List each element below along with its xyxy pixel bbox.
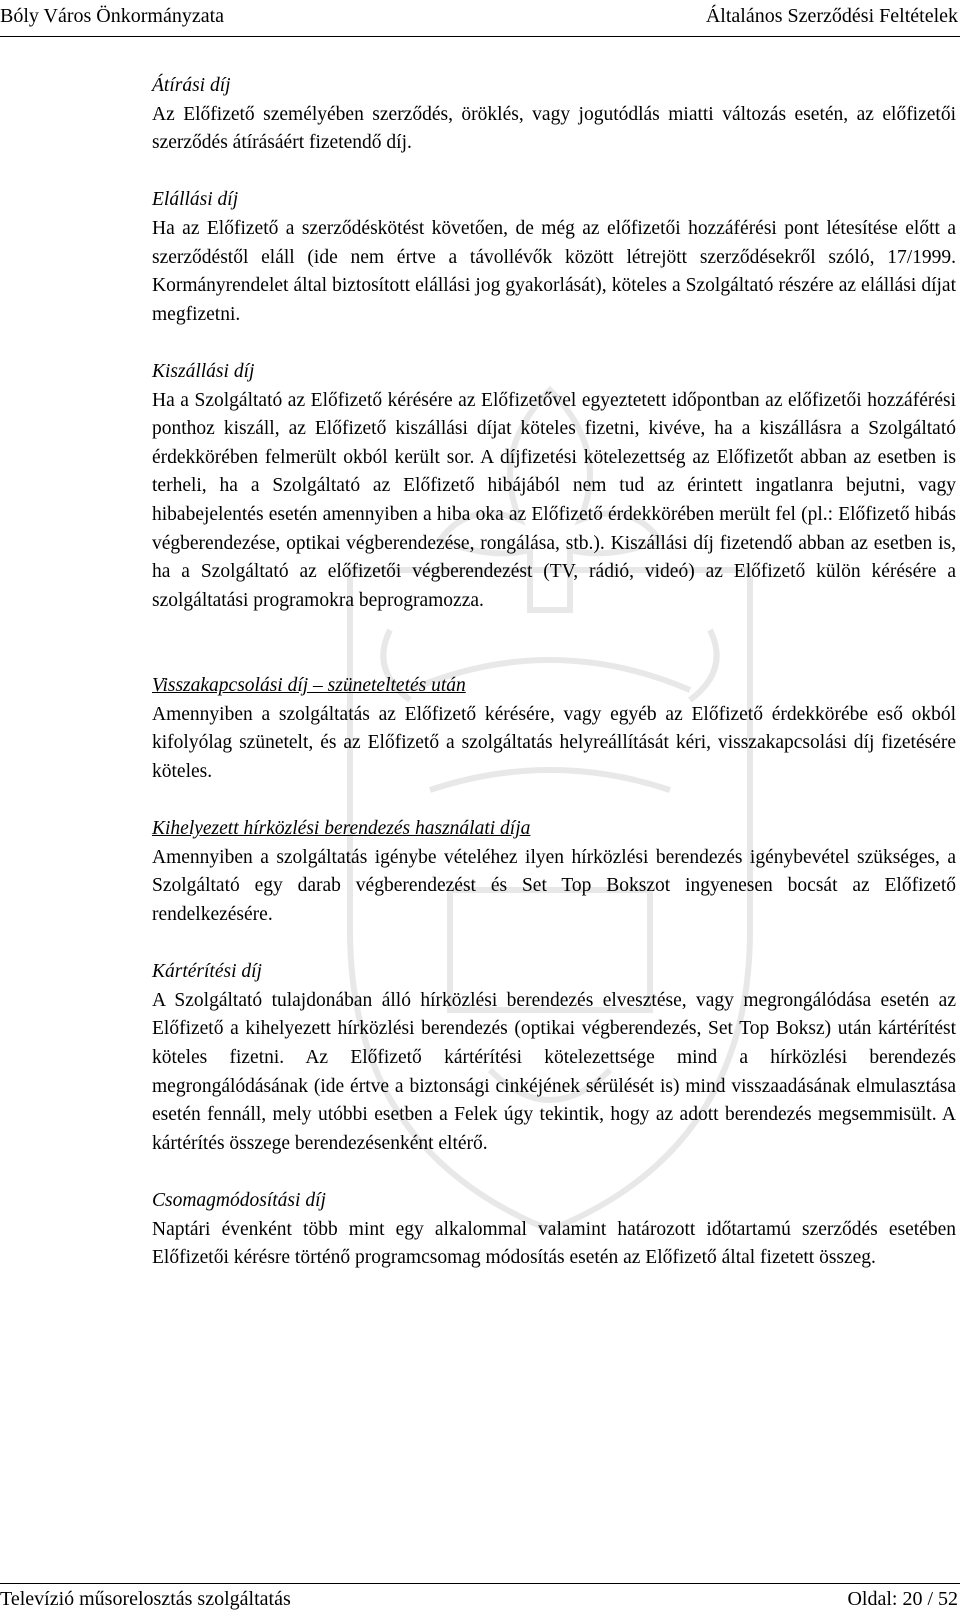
page-header	[0, 0, 960, 38]
section-hasznalati-dij	[152, 815, 956, 929]
header-divider	[0, 36, 960, 37]
section-heading: Átírási díj	[152, 75, 231, 96]
section-elallasi-dij	[152, 186, 956, 329]
section-text: Ha a Szolgáltató az Előfizető kérésére az Előfizetővel egyeztetett időpontban az előfizetői hozzáférési ponthoz kiszáll, az Előfizető kiszállási díjat köteles fizetni, kivéve, ha a kiszállásra a Szolgáltató érdekkörében felmerült okból került sor. A díjfizetési kötelezettség az Előfizetőt abban az esetben is terheli, ha a Szolgáltató az Előfizető hibájából nem tud az érintett ingatlanra bejutni, vagy hibabejelentés esetén amennyiben a hiba oka az Előfizető érdekkörében merült fel (pl.: Előfizető hibás végberendezése, optikai végberendezése, rongálása, stb.). Kiszállási díj fizetendő abban az esetben is, ha a Szolgáltató az előfizetői végberendezést (TV, rádió, videó) az Előfizető külön kérésére a szolgáltatási programokra beprogramozza.	[152, 389, 956, 611]
footer-divider	[0, 1583, 960, 1584]
section-heading: Elállási díj	[152, 189, 239, 211]
section-text: A Szolgáltató tulajdonában álló hírközlési berendezés elvesztése, vagy megrongálódása esetén az Előfizető a kihelyezett hírközlési berendezés (optikai végberendezés, Set Top Boksz) után kártérítést köteles fizetni. Az Előfizető kártérítési kötelezettsége mind a hírközlési berendezés megrongálódásának (ide értve a biztonsági cinkéjének sérülését is) mind visszaadásának elmulasztása esetén fennáll, mely utóbbi esetben a Felek úgy tekintik, hogy az adott berendezés megsemmisült. A kártérítés összege berendezésenként eltérő.	[152, 989, 956, 1154]
header-municipality: Bóly Város Önkormányzata	[0, 5, 225, 27]
section-text: Naptári évenként több mint egy alkalommal valamint határozott időtartamú szerződés esetében Előfizetői kérésre történő programcsomag módosítás esetén az Előfizető által fizetett összeg.	[152, 1218, 956, 1269]
section-heading: Kártérítési díj	[152, 961, 262, 983]
footer-service-name: Televízió műsorelosztás szolgáltatás	[0, 1588, 291, 1610]
section-text: Ha az Előfizető a szerződéskötést követően, de még az előfizetői hozzáférési pont létesítése előtt a szerződéstől eláll (ide nem értve a távollévők között létrejött szerződésekről szóló, 17/1999. Kormányrendelet által biztosított elállási jog gyakorlását), köteles a Szolgáltató részére az elállási díjat megfizetni.	[152, 217, 956, 325]
header-document-title: Általános Szerződési Feltételek	[705, 5, 958, 27]
section-csomagmodositasi-dij	[152, 1187, 956, 1273]
section-heading: Kihelyezett hírközlési berendezés használati díja	[152, 818, 531, 840]
footer-page-number: Oldal: 20 / 52	[847, 1588, 958, 1610]
section-text: Az Előfizető személyében szerződés, öröklés, vagy jogutódlás miatti változás esetén, az előfizetői szerződés átírásáért fizetendő díj.	[152, 103, 956, 154]
section-heading: Visszakapcsolási díj – szüneteltetés után	[152, 675, 466, 697]
section-kiszallasi-dij	[152, 358, 956, 615]
section-text: Amennyiben a szolgáltatás igénybe vételéhez ilyen hírközlési berendezés igénybevétel szükséges, a Szolgáltató egy darab végberendezést és Set Top Bokszot ingyenesen bocsát az Előfizető rendelkezésére.	[152, 846, 956, 926]
section-heading: Kiszállási díj	[152, 360, 255, 382]
section-atirasi-dij	[152, 72, 956, 158]
document-body	[152, 72, 956, 1273]
section-heading: Csomagmódosítási díj	[152, 1189, 326, 1211]
section-visszakapcsolasi-dij	[152, 672, 956, 786]
section-text: Amennyiben a szolgáltatás az Előfizető kérésére, vagy egyéb az Előfizető érdekkörébe eső okból kifolyólag szünetelt, és az Előfizető a szolgáltatás helyreállítását kéri, visszakapcsolási díj fizetésére köteles.	[152, 703, 956, 783]
section-karteritesi-dij	[152, 958, 956, 1158]
